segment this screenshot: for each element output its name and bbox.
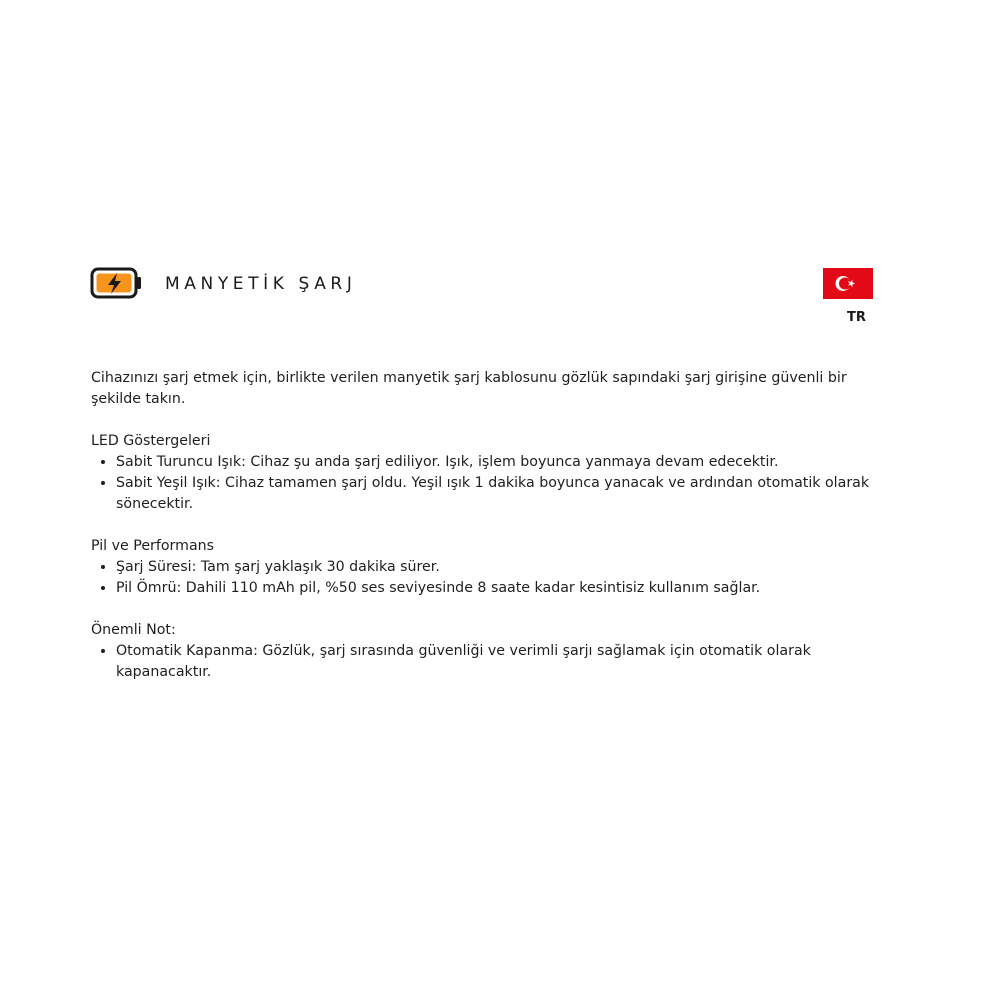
bullet-list	[91, 452, 881, 515]
section-heading: Önemli Not:	[91, 622, 176, 638]
section-heading: LED Göstergeleri	[91, 433, 211, 449]
page-header	[90, 266, 890, 306]
bullet-list	[91, 641, 881, 683]
list-item: • Otomatik Kapanma: Gözlük, şarj sırasında güvenliği ve verimli şarjı sağlamak için otomatik olarak kapanacaktır.	[116, 641, 881, 683]
list-item: • Sabit Yeşil Işık: Cihaz tamamen şarj oldu. Yeşil ışık 1 dakika boyunca yanacak ve ardından otomatik olarak sönecektir.	[116, 473, 881, 515]
page-title: MANYETİK ŞARJ	[165, 274, 357, 294]
language-code: TR	[847, 310, 866, 325]
section-heading: Pil ve Performans	[91, 538, 215, 554]
turkey-flag-icon	[823, 268, 873, 299]
intro-paragraph: Cihazınızı şarj etmek için, birlikte verilen manyetik şarj kablosunu gözlük sapındaki şarj girişine güvenli bir şekilde takın.	[91, 370, 847, 407]
section-battery-performance	[91, 536, 881, 599]
section-led-indicators	[91, 431, 881, 515]
bullet-list	[91, 557, 881, 599]
list-item: • Pil Ömrü: Dahili 110 mAh pil, %50 ses seviyesinde 8 saate kadar kesintisiz kullanım sağlar.	[116, 578, 881, 599]
battery-charging-icon	[90, 266, 144, 300]
list-item: • Şarj Süresi: Tam şarj yaklaşık 30 dakika sürer.	[116, 557, 881, 578]
section-important-note	[91, 620, 881, 683]
list-item: • Sabit Turuncu Işık: Cihaz şu anda şarj ediliyor. Işık, işlem boyunca yanmaya devam edecektir.	[116, 452, 881, 473]
instructions-body	[91, 368, 881, 683]
